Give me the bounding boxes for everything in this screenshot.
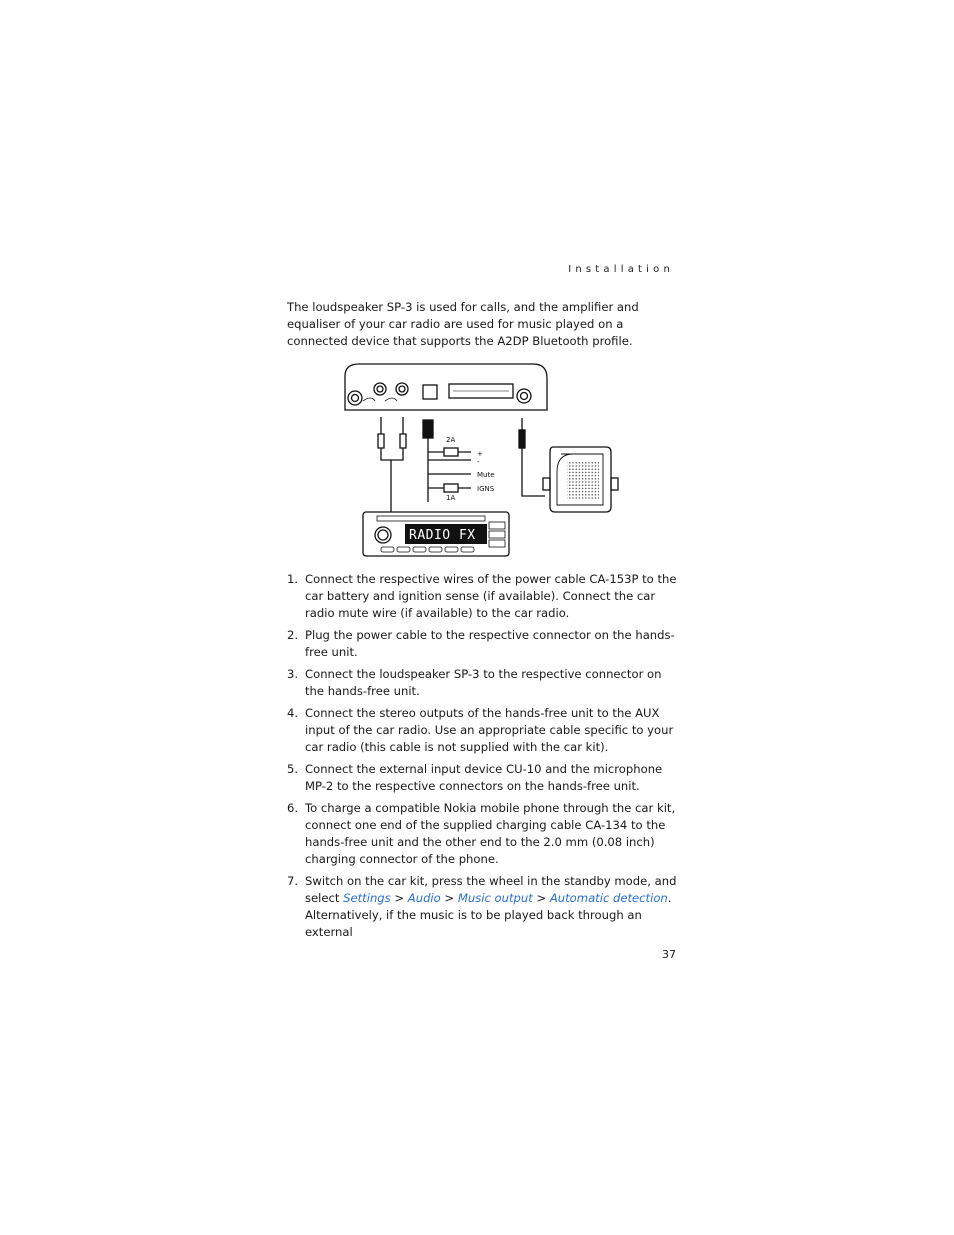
step-text: Connect the external input device CU-10 and the microphone MP-2 to the respective connectors on the hands-free unit. xyxy=(305,762,663,793)
installation-diagram xyxy=(341,362,621,560)
menu-separator: > xyxy=(440,891,458,905)
fuse-2a-label: 2A xyxy=(446,436,456,444)
page-number: 37 xyxy=(662,948,676,961)
list-item xyxy=(287,705,679,756)
step-number: 4. xyxy=(287,706,299,720)
wire-minus-label: - xyxy=(477,458,480,466)
step-text: Connect the respective wires of the power cable CA-153P to the car battery and ignition sense (if available). Connect the car radio mute wire (if available) to the car radio. xyxy=(305,572,677,620)
list-item xyxy=(287,873,679,941)
step-number: 5. xyxy=(287,762,299,776)
power-cable xyxy=(423,420,471,502)
menu-settings-link[interactable]: Settings xyxy=(343,891,391,905)
menu-automatic-detection-link[interactable]: Automatic detection xyxy=(549,891,668,905)
menu-audio-link[interactable]: Audio xyxy=(407,891,441,905)
installation-steps xyxy=(287,571,679,946)
step-text: To charge a compatible Nokia mobile phone through the car kit, connect one end of the supplied charging cable CA-134 to the hands-free unit and the other end to the 2.0 mm (0.08 inch) charging connector of the phone. xyxy=(305,801,676,866)
menu-music-output-link[interactable]: Music output xyxy=(457,891,533,905)
running-header: Installation xyxy=(568,264,674,275)
list-item xyxy=(287,666,679,700)
speaker-cable xyxy=(519,418,545,496)
list-item xyxy=(287,627,679,661)
loudspeaker xyxy=(543,447,618,512)
step-number: 1. xyxy=(287,572,299,586)
intro-paragraph: The loudspeaker SP-3 is used for calls, and the amplifier and equaliser of your car radio are used for music played on a connected device that supports the A2DP Bluetooth profile. xyxy=(287,300,639,349)
wire-igns-label: IGNS xyxy=(477,485,495,493)
wiring-diagram-svg xyxy=(341,362,621,560)
step-number: 3. xyxy=(287,667,299,681)
step-text-before: Switch on the car kit, press the wheel in the standby mode, and select xyxy=(305,874,677,905)
step-number: 6. xyxy=(287,801,299,815)
list-item xyxy=(287,800,679,868)
hands-free-unit xyxy=(345,364,547,410)
step-text: Connect the stereo outputs of the hands-free unit to the AUX input of the car radio. Use an appropriate cable specific to your car radio (this cable is not supplied with the car kit). xyxy=(305,706,674,754)
stereo-cable xyxy=(378,417,406,512)
menu-separator: > xyxy=(390,891,408,905)
list-item xyxy=(287,761,679,795)
step-number: 2. xyxy=(287,628,299,642)
list-item xyxy=(287,571,679,622)
step-number: 7. xyxy=(287,874,299,888)
wire-plus-label: + xyxy=(477,450,483,458)
step-text-after: . Alternatively, if the music is to be played back through an external xyxy=(305,891,672,939)
step-text: Plug the power cable to the respective connector on the hands-free unit. xyxy=(305,628,675,659)
step-text: Connect the loudspeaker SP-3 to the respective connector on the hands-free unit. xyxy=(305,667,662,698)
menu-separator: > xyxy=(532,891,550,905)
fuse-1a-label: 1A xyxy=(446,494,456,502)
wire-mute-label: Mute xyxy=(477,471,495,479)
radio-display-text: RADIO FX xyxy=(409,528,476,543)
